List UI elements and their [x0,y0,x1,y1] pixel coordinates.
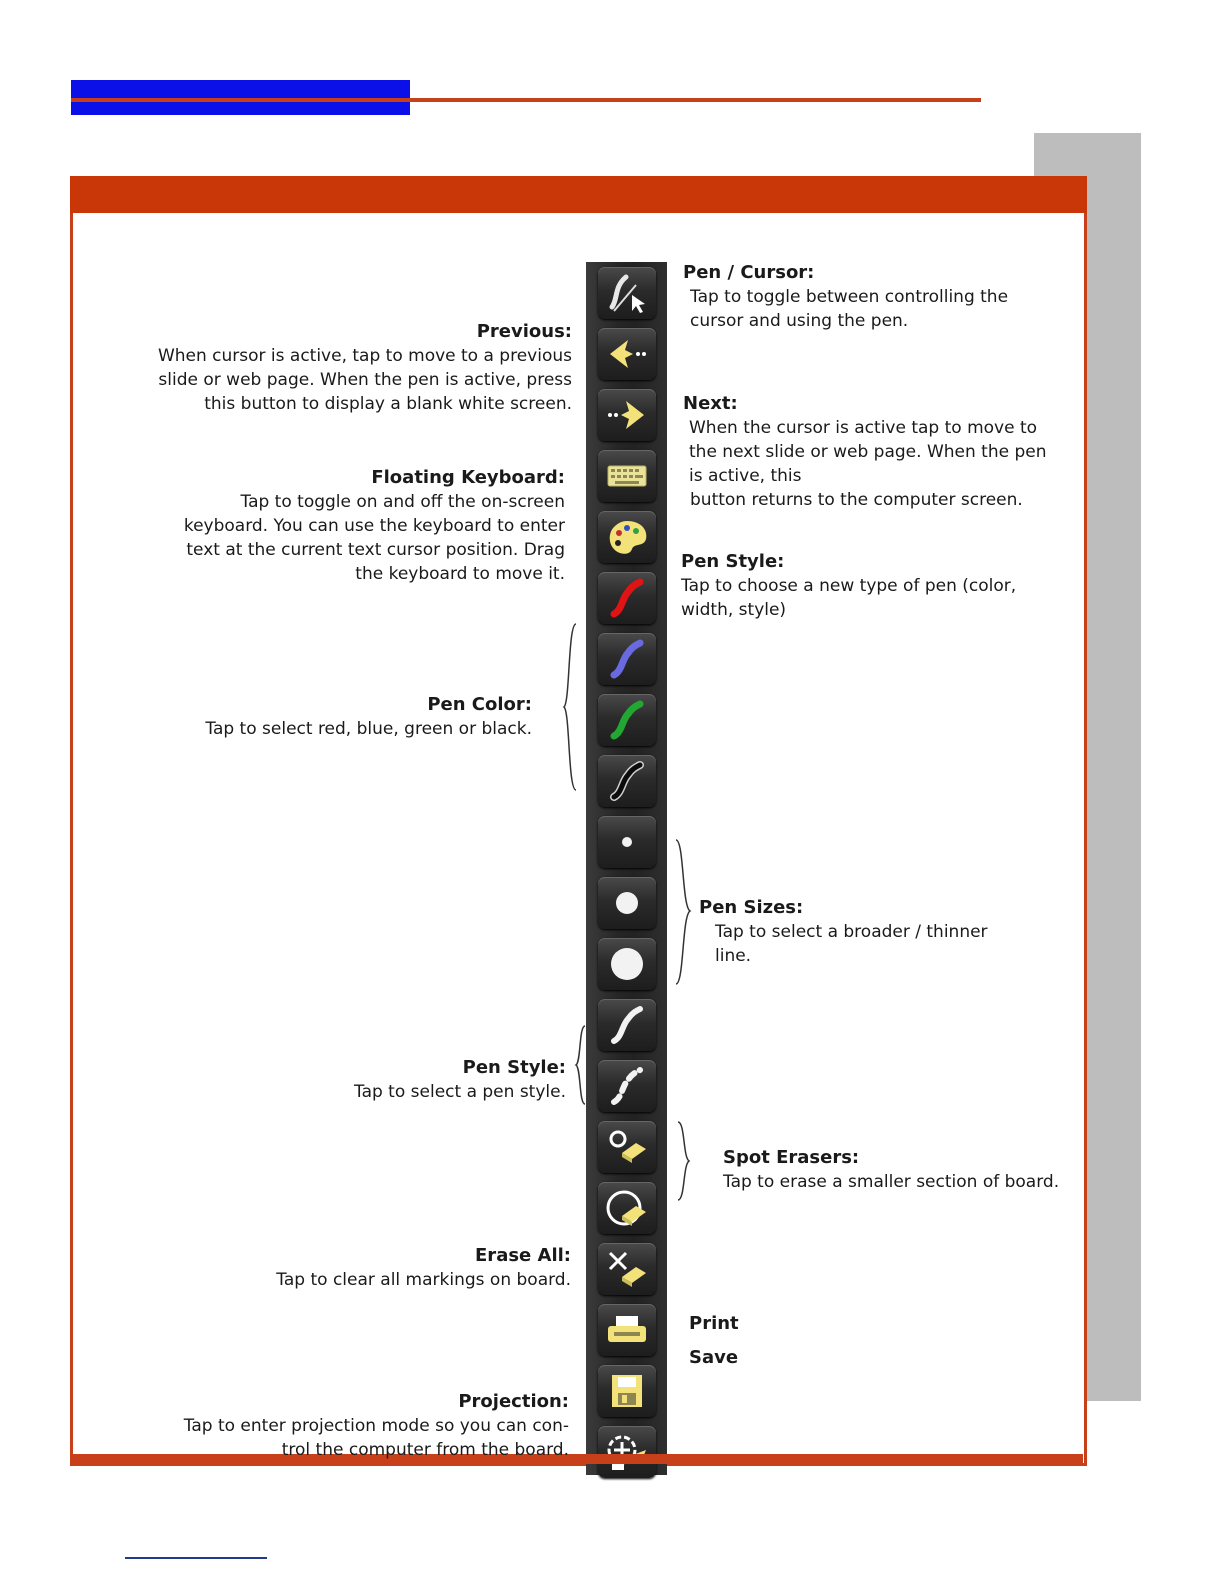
previous-line: this button to display a blank white screen. [204,394,572,414]
pen-style-left-annotation [354,1056,566,1104]
projection-icon [602,1428,652,1476]
pen-cursor-title: Pen / Cursor: [683,262,815,283]
pen-sizes-line: Tap to select a broader / thinner [715,922,988,942]
pen-black-button[interactable] [598,755,656,807]
arrow-right-icon [602,391,652,439]
pen-cursor-button[interactable] [598,267,656,319]
dot-large-icon [602,940,652,988]
frame-header-bar [70,176,1087,213]
keyboard-line: the keyboard to move it. [355,564,565,584]
pen-size-large-button[interactable] [598,938,656,990]
next-line: button returns to the computer screen. [690,490,1023,510]
eraser-small-icon [602,1123,652,1171]
pen-sizes-title: Pen Sizes: [699,897,804,918]
dot-small-icon [602,818,652,866]
print-label: Print [689,1313,739,1334]
projection-annotation [184,1390,569,1462]
previous-title: Previous: [476,321,572,342]
next-line: When the cursor is active tap to move to [689,418,1038,438]
pen-cursor-line: cursor and using the pen. [690,311,909,331]
projection-title: Projection: [458,1391,569,1412]
spot-erasers-title: Spot Erasers: [723,1147,860,1168]
pen-cursor-line: Tap to toggle between controlling the [690,287,1009,307]
pen-blue-icon [602,635,652,683]
previous-line: When cursor is active, tap to move to a previous [157,346,572,366]
projection-line: Tap to enter projection mode so you can con- [183,1416,569,1436]
eraser-circle-icon [602,1184,652,1232]
stroke-dashed-icon [602,1062,652,1110]
printer-icon [602,1306,652,1354]
spot-eraser-small-button[interactable] [598,1121,656,1173]
keyboard-title: Floating Keyboard: [371,467,565,488]
erase-all-annotation [276,1244,571,1292]
spot-eraser-large-button[interactable] [598,1182,656,1234]
previous-annotation [158,320,572,416]
pen-color-title: Pen Color: [427,694,532,715]
keyboard-annotation [184,466,565,586]
pen-red-icon [602,574,652,622]
pen-style-right-title: Pen Style: [681,551,785,572]
spot-erasers-brace [676,1120,694,1202]
pen-toolbar [586,262,667,1475]
pen-black-icon [602,757,652,805]
pen-color-annotation [205,693,532,741]
palette-icon [602,513,652,561]
arrow-left-icon [602,330,652,378]
pen-style-right-line: Tap to choose a new type of pen (color, [681,576,1017,596]
pen-red-button[interactable] [598,572,656,624]
next-annotation [683,392,1047,512]
pen-cursor-annotation [683,261,1008,333]
erase-all-button[interactable] [598,1243,656,1295]
keyboard-line: text at the current text cursor position. Drag [186,540,565,560]
pen-size-medium-button[interactable] [598,877,656,929]
pen-cursor-icon [602,269,652,317]
pen-style-palette-button[interactable] [598,511,656,563]
pen-green-button[interactable] [598,694,656,746]
pen-style-right-annotation [681,550,1016,622]
pen-style-left-line: Tap to select a pen style. [354,1082,566,1102]
keyboard-icon [602,452,652,500]
erase-all-icon [602,1245,652,1293]
spot-erasers-annotation [723,1146,1059,1194]
pen-style-brace [574,1024,588,1106]
erase-all-line: Tap to clear all markings on board. [276,1270,571,1290]
keyboard-line: keyboard. You can use the keyboard to enter [183,516,565,536]
next-line: the next slide or web page. When the pen [689,442,1047,462]
dot-medium-icon [602,879,652,927]
pen-style-dashed-button[interactable] [598,1060,656,1112]
pen-sizes-line: line. [715,946,752,966]
floating-keyboard-button[interactable] [598,450,656,502]
previous-button[interactable] [598,328,656,380]
spot-erasers-line: Tap to erase a smaller section of board. [723,1172,1060,1192]
pen-style-right-line: width, style) [681,600,787,620]
pen-sizes-brace [674,838,696,988]
save-label: Save [689,1347,739,1368]
pen-style-solid-button[interactable] [598,999,656,1051]
pen-color-brace [562,622,582,792]
next-line: is active, this [689,466,802,486]
header-rule [71,98,981,102]
projection-line: trol the computer from the board. [281,1440,569,1460]
pen-sizes-annotation [699,896,988,968]
pen-color-line: Tap to select red, blue, green or black. [205,719,532,739]
footer-rule [125,1557,267,1559]
pen-style-left-title: Pen Style: [462,1057,566,1078]
save-button[interactable] [598,1365,656,1417]
print-button[interactable] [598,1304,656,1356]
erase-all-title: Erase All: [475,1245,571,1266]
projection-button[interactable] [598,1426,656,1478]
stroke-solid-icon [602,1001,652,1049]
pen-blue-button[interactable] [598,633,656,685]
pen-green-icon [602,696,652,744]
keyboard-line: Tap to toggle on and off the on-screen [240,492,565,512]
next-title: Next: [683,393,738,414]
pen-size-small-button[interactable] [598,816,656,868]
previous-line: slide or web page. When the pen is active, press [158,370,572,390]
floppy-icon [602,1367,652,1415]
next-button[interactable] [598,389,656,441]
